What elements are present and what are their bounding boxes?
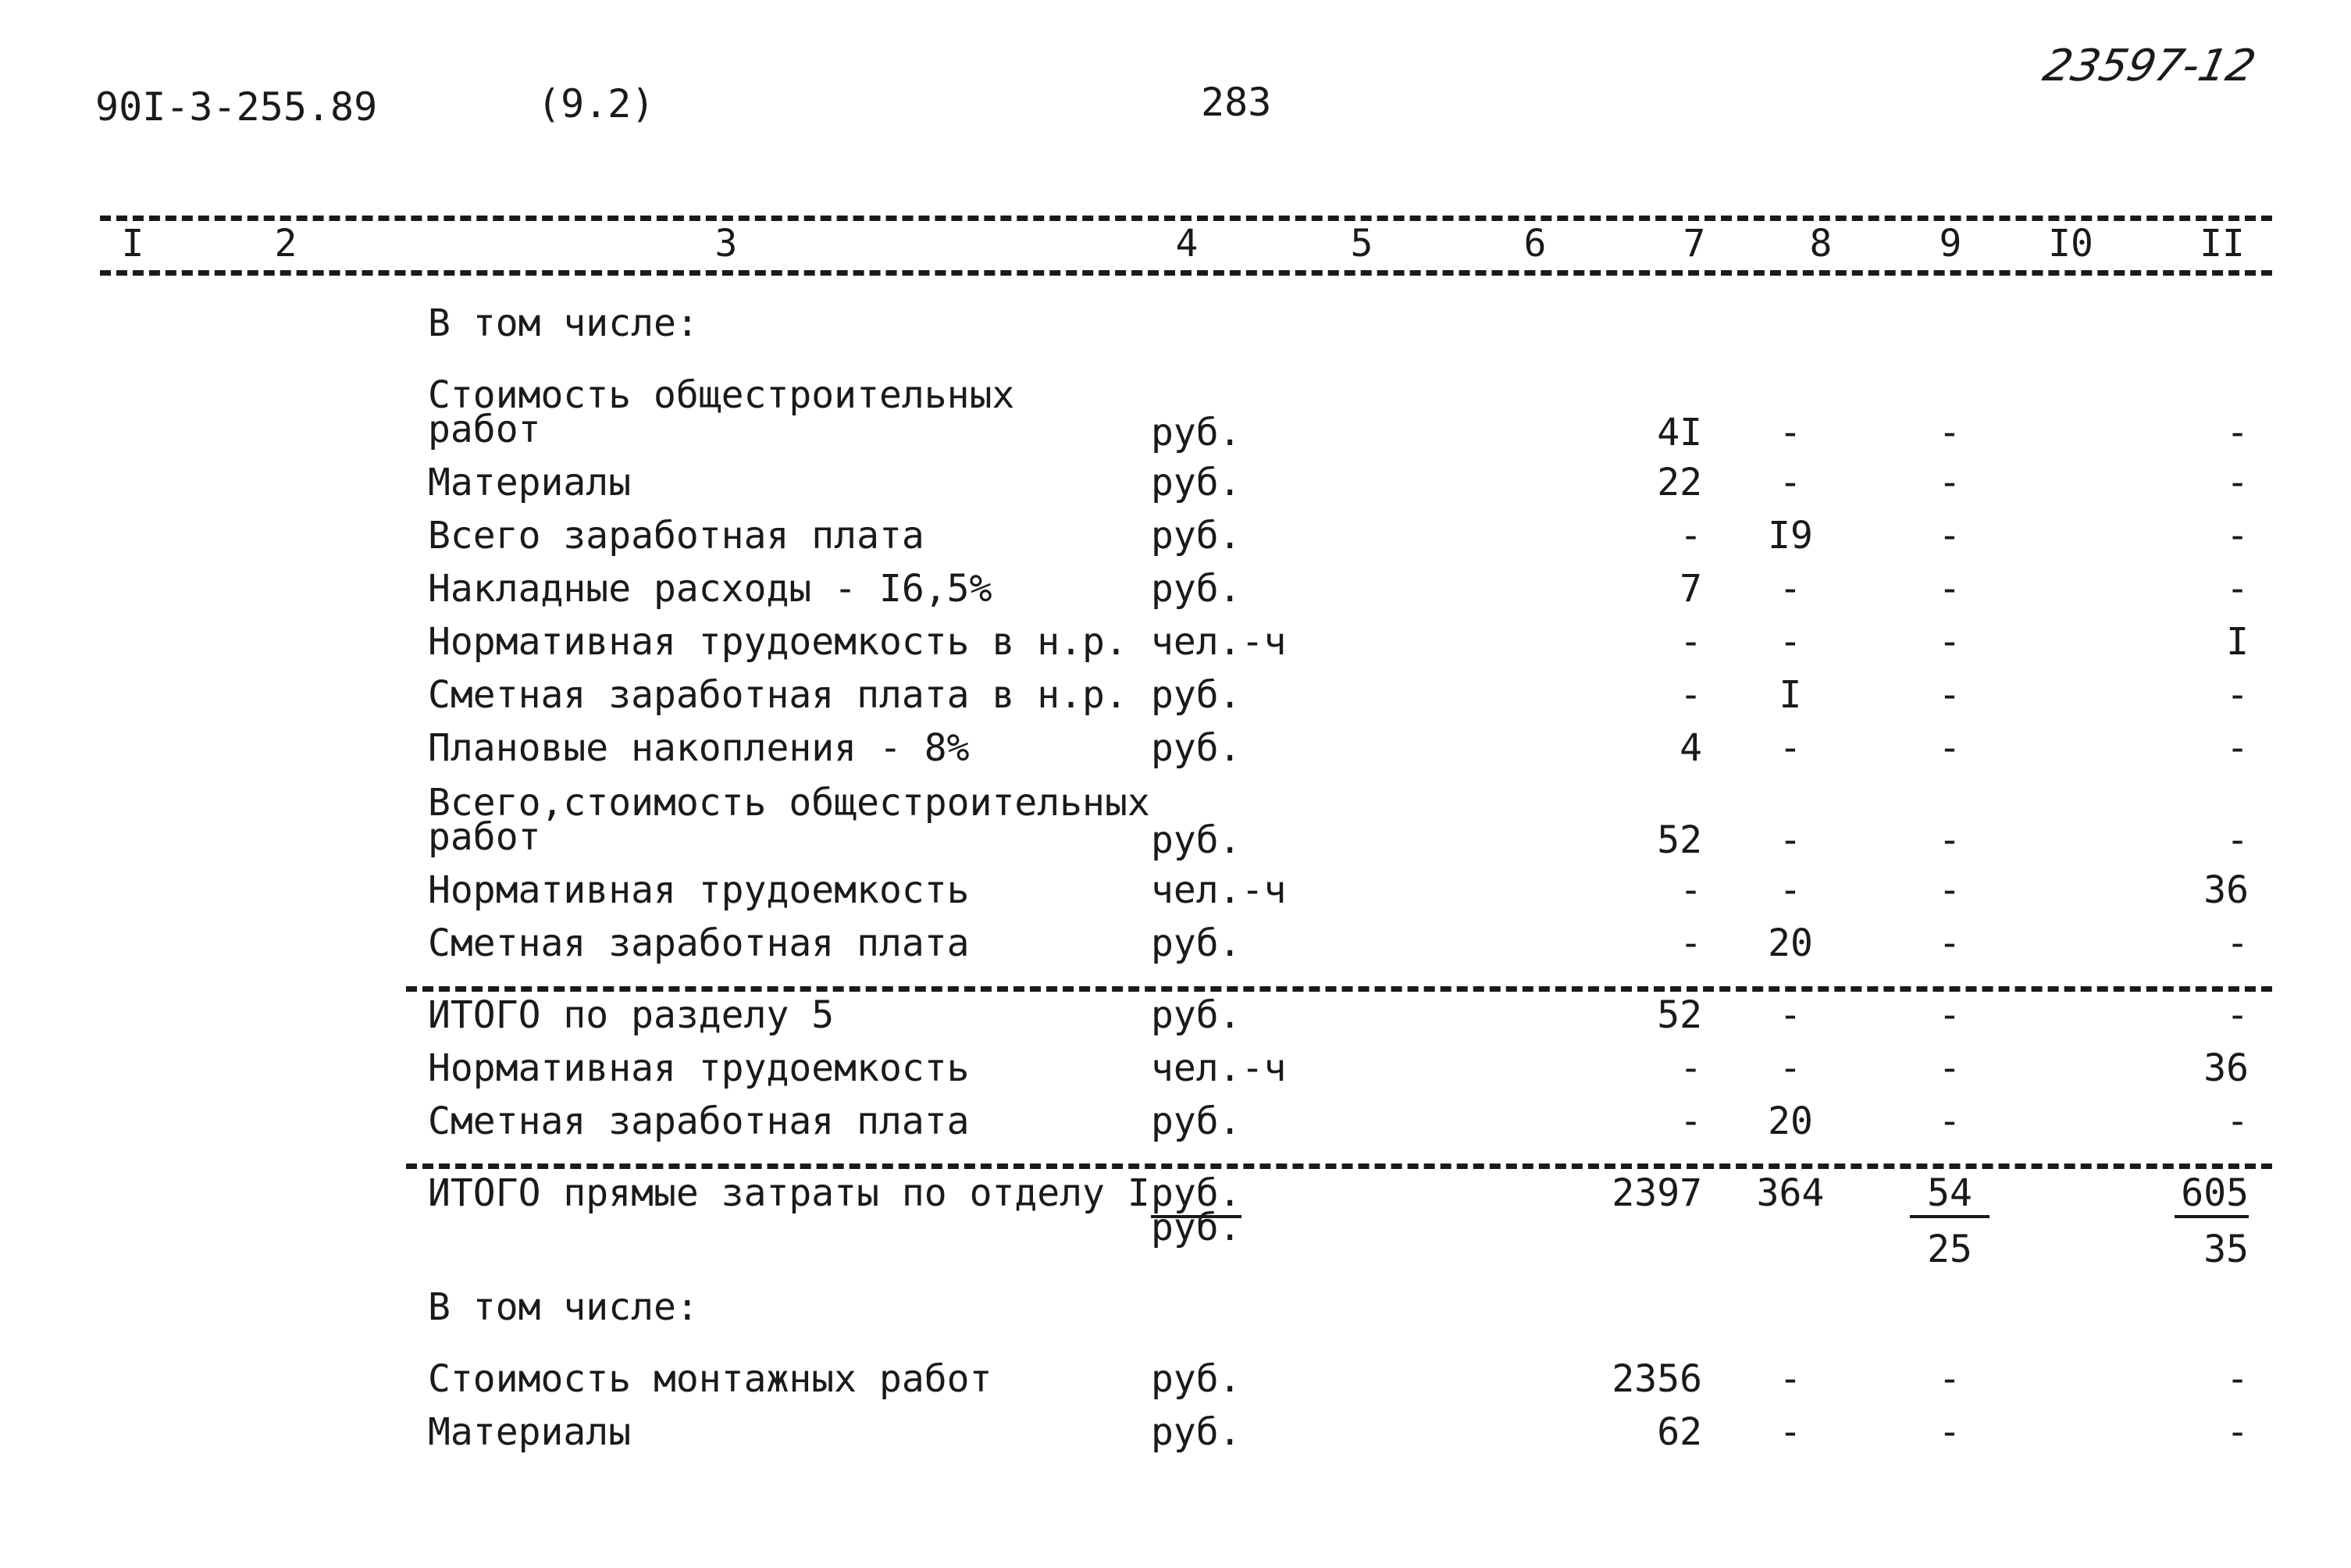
- row-col9: -: [1938, 673, 1961, 717]
- row-col8: I9: [1768, 514, 1813, 558]
- row-col8: -: [1779, 818, 1802, 862]
- total-label: ИТОГО прямые затраты по отделу I: [428, 1171, 1150, 1215]
- section-number: (9.2): [537, 81, 655, 127]
- row-col7: -: [1680, 620, 1702, 664]
- row-col8: -: [1779, 868, 1802, 912]
- row-label: Накладные расходы - I6,5%: [428, 567, 992, 611]
- table-row: [0, 1410, 2351, 1465]
- row-unit: руб.: [1151, 567, 1241, 611]
- row-col7: -: [1680, 921, 1702, 965]
- total-col7: 2397: [1612, 1171, 1702, 1215]
- total-col9-bottom: 25: [1927, 1228, 1972, 1271]
- row-col7: -: [1680, 1099, 1702, 1143]
- column-number: 2: [274, 222, 297, 265]
- row-label: Всего,стоимость общестроительных: [428, 781, 1150, 825]
- table-row: [0, 373, 2351, 467]
- row-unit: чел.-ч: [1151, 620, 1287, 664]
- row-col7: 4: [1680, 726, 1702, 770]
- row-label: Нормативная трудоемкость: [428, 1046, 970, 1090]
- row-col9: -: [1938, 1046, 1961, 1090]
- row-label: Нормативная трудоемкость в н.р.: [428, 620, 1127, 664]
- block-separator: [406, 1164, 2272, 1169]
- row-col9: -: [1938, 567, 1961, 611]
- column-number: 8: [1809, 222, 1833, 265]
- row-col7: 52: [1657, 818, 1702, 862]
- table-row: [0, 921, 2351, 976]
- column-number: 4: [1175, 222, 1199, 265]
- row-col7: -: [1680, 514, 1702, 558]
- total-col8: 364: [1756, 1171, 1825, 1215]
- row-col11: -: [2226, 411, 2249, 454]
- block-separator: [406, 986, 2272, 992]
- column-number: 6: [1523, 222, 1547, 265]
- row-label: Стоимость монтажных работ: [428, 1357, 992, 1401]
- row-col7: 4I: [1657, 411, 1702, 454]
- row-unit: руб.: [1151, 818, 1241, 862]
- row-unit: руб.: [1151, 993, 1241, 1037]
- total-unit-bottom: руб.: [1151, 1206, 1241, 1249]
- row-col9: -: [1938, 1410, 1961, 1454]
- table-row: [0, 514, 2351, 568]
- row-col9: -: [1938, 620, 1961, 664]
- row-col7: 52: [1657, 993, 1702, 1037]
- row-unit: руб.: [1151, 1410, 1241, 1454]
- row-col8: -: [1779, 1046, 1802, 1090]
- row-col11: 36: [2203, 868, 2249, 912]
- row-label-continued: работ: [428, 408, 541, 451]
- row-col9: -: [1938, 868, 1961, 912]
- row-label: Сметная заработная плата: [428, 1099, 970, 1143]
- row-col9: -: [1938, 514, 1961, 558]
- row-col9: -: [1938, 1357, 1961, 1401]
- row-col8: I: [1779, 673, 1802, 717]
- row-col7: -: [1680, 1046, 1702, 1090]
- row-col11: -: [2226, 818, 2249, 862]
- column-number: I0: [2048, 222, 2093, 265]
- column-number: 7: [1683, 222, 1706, 265]
- row-unit: руб.: [1151, 461, 1241, 504]
- row-unit: руб.: [1151, 1099, 1241, 1143]
- row-col9: -: [1938, 818, 1961, 862]
- row-col11: -: [2226, 726, 2249, 770]
- row-col11: -: [2226, 673, 2249, 717]
- row-col11: -: [2226, 1410, 2249, 1454]
- row-col11: I: [2226, 620, 2249, 664]
- row-col11: -: [2226, 461, 2249, 504]
- row-unit: руб.: [1151, 514, 1241, 558]
- row-col11: -: [2226, 921, 2249, 965]
- table-row: [0, 461, 2351, 515]
- row-col11: -: [2226, 567, 2249, 611]
- document-code: 90I-3-255.89: [95, 84, 378, 130]
- row-col7: 22: [1657, 461, 1702, 504]
- row-label: Материалы: [428, 1410, 632, 1454]
- row-col11: -: [2226, 514, 2249, 558]
- row-col11: -: [2226, 1099, 2249, 1143]
- row-col11: -: [2226, 1357, 2249, 1401]
- row-col8: -: [1779, 993, 1802, 1037]
- row-unit: руб.: [1151, 411, 1241, 454]
- row-unit: руб.: [1151, 1357, 1241, 1401]
- column-number: II: [2200, 222, 2245, 265]
- row-label: Сметная заработная плата: [428, 921, 970, 965]
- total-unit-top: руб.: [1151, 1171, 1241, 1218]
- row-col9: -: [1938, 461, 1961, 504]
- row-col9: -: [1938, 411, 1961, 454]
- column-number: I: [121, 222, 144, 265]
- block3-heading: В том числе:: [428, 1285, 699, 1329]
- row-unit: руб.: [1151, 673, 1241, 717]
- header-rule-top: [100, 216, 2272, 221]
- row-col8: 20: [1768, 921, 1813, 965]
- table-row: [0, 567, 2351, 622]
- block1-heading: В том числе:: [428, 301, 699, 345]
- row-col9: -: [1938, 726, 1961, 770]
- row-unit: чел.-ч: [1151, 1046, 1287, 1090]
- total-col11-top: 605: [2163, 1171, 2249, 1218]
- row-col8: -: [1779, 726, 1802, 770]
- row-col7: 7: [1680, 567, 1702, 611]
- row-label: Плановые накопления - 8%: [428, 726, 970, 770]
- row-col8: -: [1779, 620, 1802, 664]
- row-label-continued: работ: [428, 815, 541, 859]
- table-row: [0, 1357, 2351, 1412]
- archive-stamp: 23597-12: [2039, 41, 2260, 91]
- header-rule-bottom: [100, 270, 2272, 276]
- row-col7: 2356: [1612, 1357, 1702, 1401]
- row-col8: -: [1779, 411, 1802, 454]
- row-col9: -: [1938, 921, 1961, 965]
- row-label: ИТОГО по разделу 5: [428, 993, 835, 1037]
- row-label: Материалы: [428, 461, 632, 504]
- total-col9-top: 54: [1899, 1171, 2000, 1218]
- row-label: Сметная заработная плата в н.р.: [428, 673, 1127, 717]
- row-col8: -: [1779, 461, 1802, 504]
- column-number: 3: [714, 222, 738, 265]
- row-col8: 20: [1768, 1099, 1813, 1143]
- row-col8: -: [1779, 567, 1802, 611]
- row-label: Стоимость общестроительных: [428, 373, 1015, 417]
- table-row: [0, 993, 2351, 1048]
- row-col9: -: [1938, 993, 1961, 1037]
- row-col7: -: [1680, 868, 1702, 912]
- column-number: 9: [1939, 222, 1962, 265]
- row-col7: 62: [1657, 1410, 1702, 1454]
- row-col8: -: [1779, 1410, 1802, 1454]
- row-col8: -: [1779, 1357, 1802, 1401]
- table-row: [0, 673, 2351, 728]
- table-row: [0, 1099, 2351, 1154]
- page-number: 283: [1201, 80, 1272, 125]
- total-row: [0, 1171, 2351, 1281]
- row-col11: -: [2226, 993, 2249, 1037]
- row-label: Всего заработная плата: [428, 514, 924, 558]
- row-col11: 36: [2203, 1046, 2249, 1090]
- row-label: Нормативная трудоемкость: [428, 868, 970, 912]
- total-col11-bottom: 35: [2203, 1228, 2249, 1271]
- table-row: [0, 781, 2351, 875]
- table-row: [0, 726, 2351, 781]
- row-col9: -: [1938, 1099, 1961, 1143]
- column-number: 5: [1350, 222, 1373, 265]
- table-row: [0, 620, 2351, 675]
- row-unit: руб.: [1151, 921, 1241, 965]
- row-unit: чел.-ч: [1151, 868, 1287, 912]
- row-col7: -: [1680, 673, 1702, 717]
- row-unit: руб.: [1151, 726, 1241, 770]
- table-row: [0, 1046, 2351, 1101]
- table-row: [0, 868, 2351, 923]
